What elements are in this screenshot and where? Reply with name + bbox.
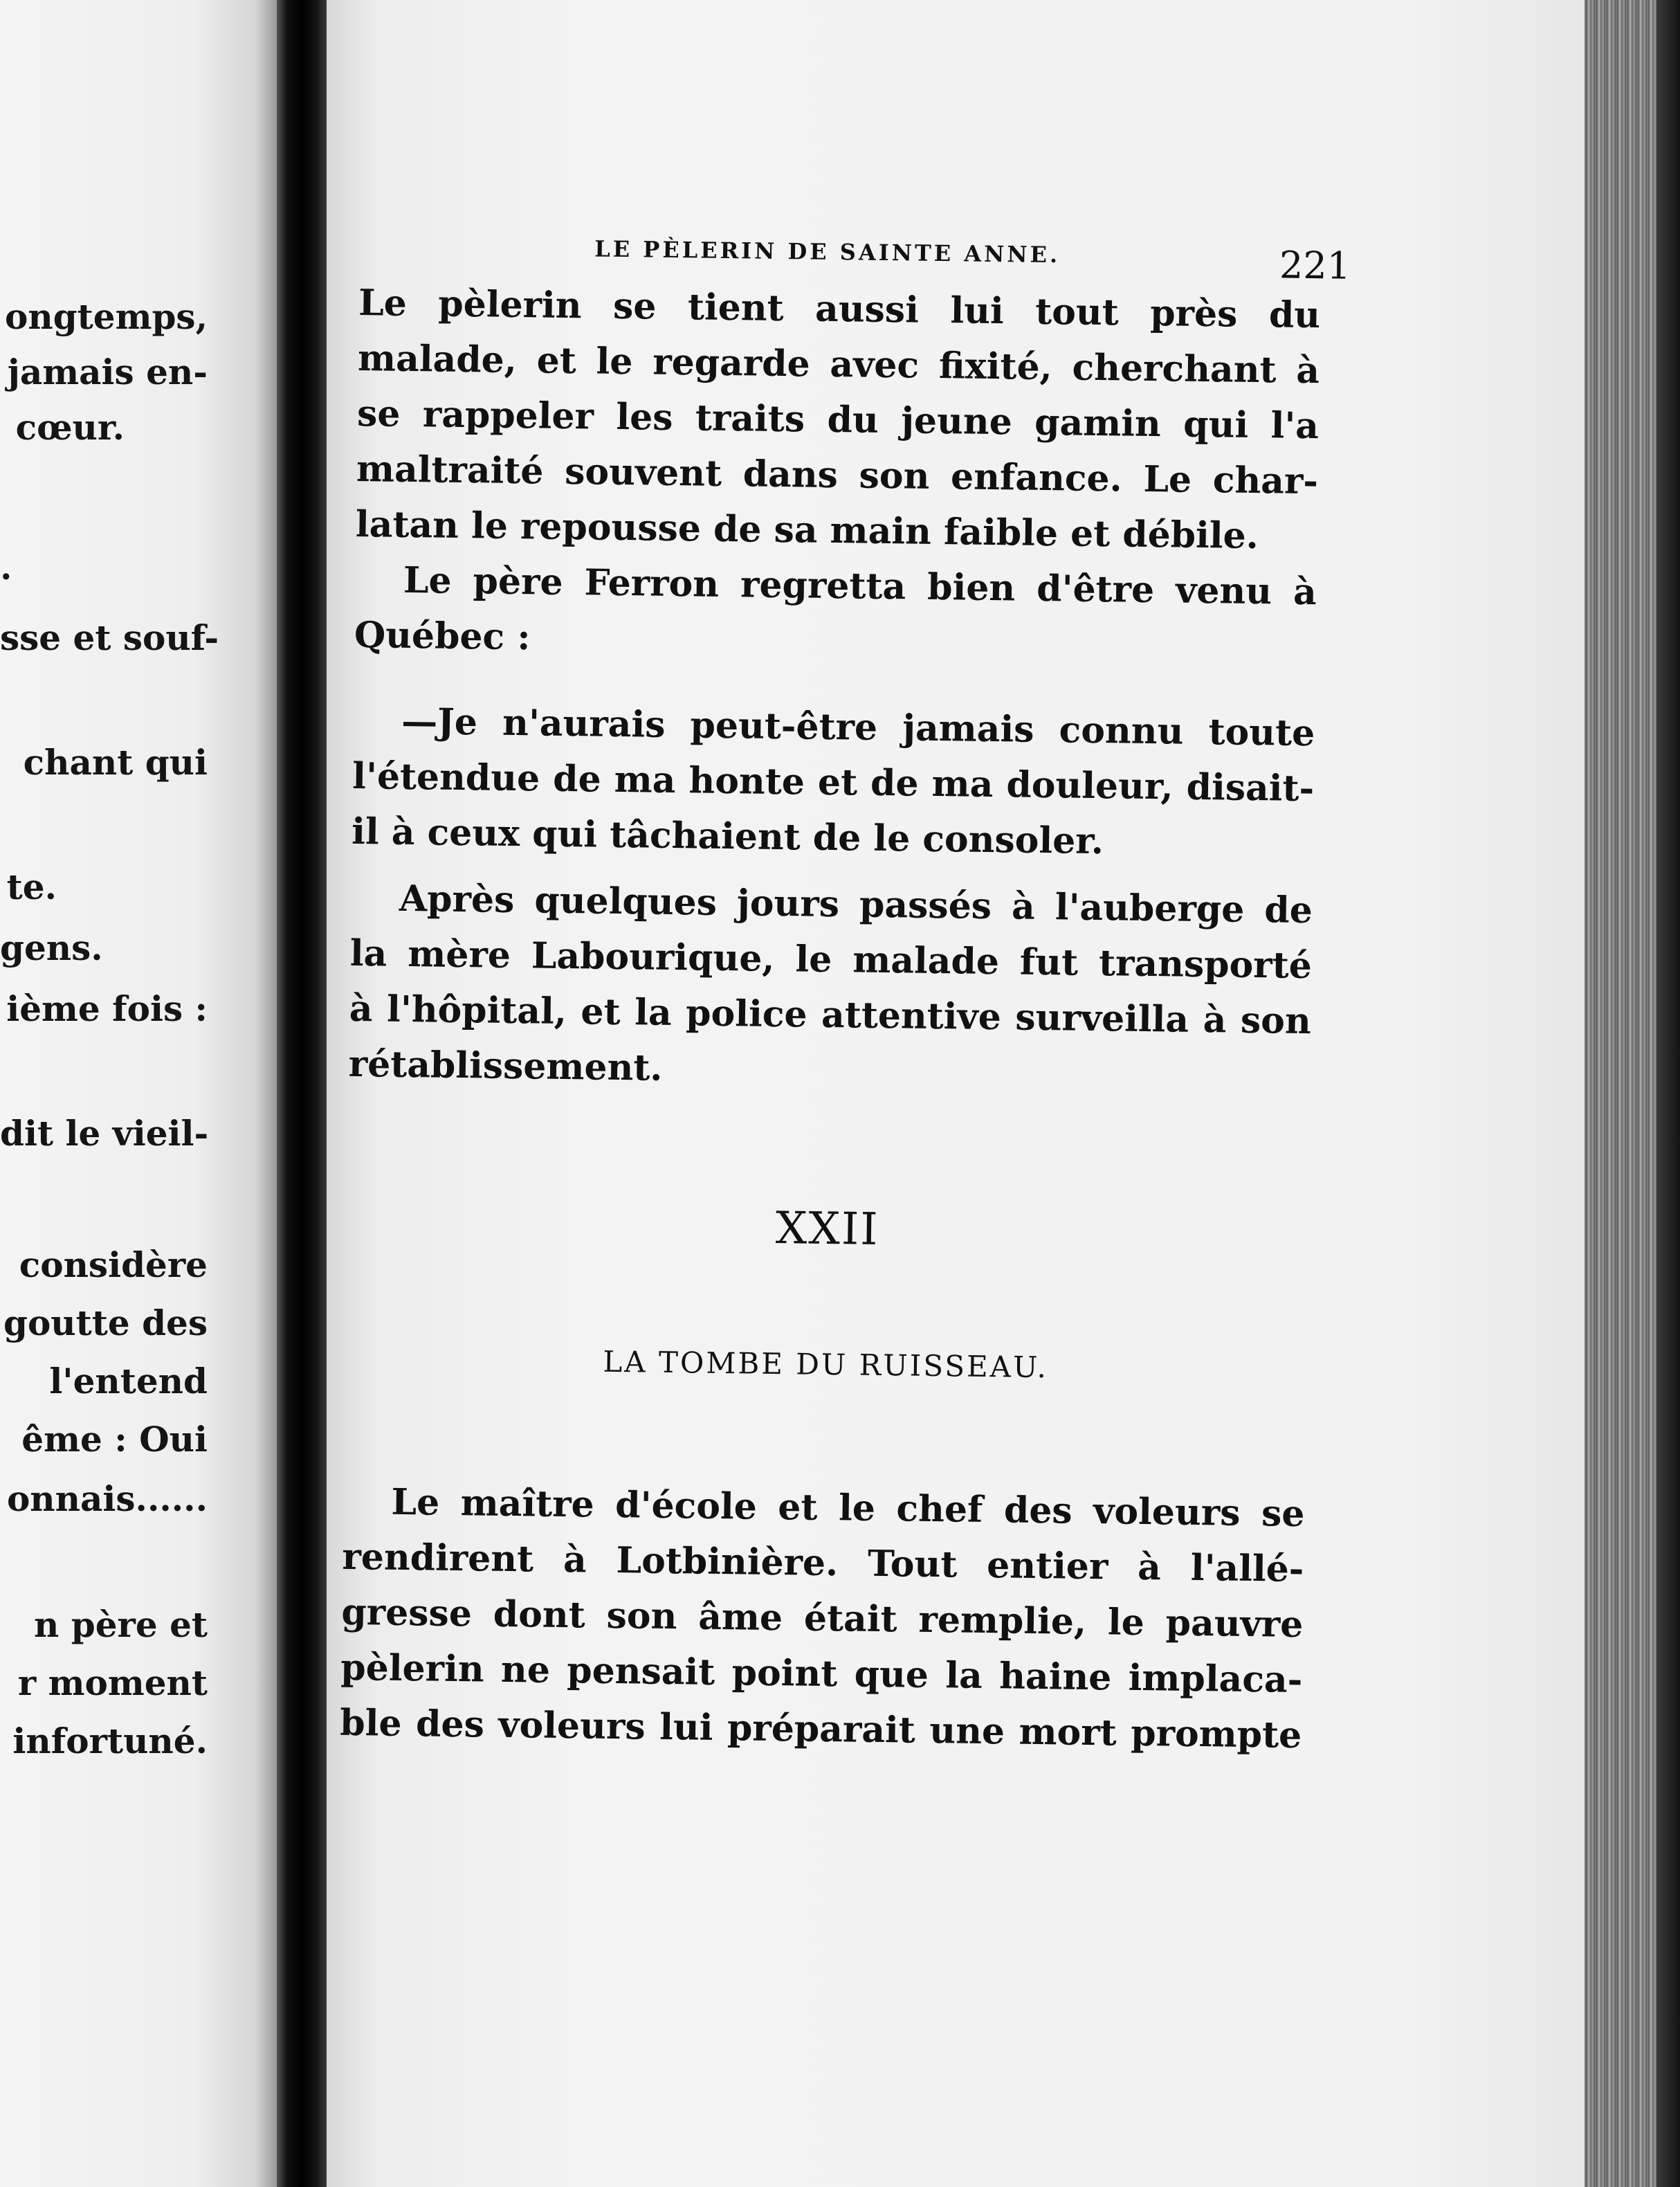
paragraph-3-line: —Je n'aurais peut-être jamais connu toute [401,700,1315,755]
chapter-number: XXII [775,1202,880,1255]
paragraph-4-line: Après quelques jours passés à l'auberge de [399,877,1313,932]
paragraph-1-line: latan le repousse de sa main faible et débile. [355,502,1259,558]
paragraph-1-line: se rappeler les traits du jeune gamin qui l'a [356,392,1320,448]
previous-page-line: r moment [17,1662,208,1703]
previous-page-line: infortuné. [12,1721,208,1761]
previous-page-line: n père et [33,1604,208,1645]
previous-page-line: goutte des [3,1303,208,1343]
previous-page-line: sse et souf- [0,617,219,658]
previous-page-line: l'entend [49,1361,208,1401]
previous-page-line: dit le vieil- [0,1113,209,1154]
paragraph-2-line: Le père Ferron regretta bien d'être venu à [403,559,1317,614]
page-number: 221 [1279,243,1351,288]
page-edges [1585,0,1680,2187]
book-gutter [277,0,327,2187]
previous-page-line: ongtemps, [5,296,208,337]
previous-page-line: ême : Oui [21,1419,208,1460]
paragraph-4-line: la mère Labourique, le malade fut transporté [349,932,1313,988]
previous-page-line: gens. [0,927,103,968]
paragraph-2-line: Québec : [354,613,531,659]
paragraph-5-line: rendirent à Lotbinière. Tout entier à l'allé- [342,1535,1304,1591]
paragraph-1-line: Le pèlerin se tient aussi lui tout près du [358,281,1321,337]
paragraph-3-line: l'étendue de ma honte et de ma douleur, disait- [351,754,1315,810]
previous-page-line: considère [19,1244,208,1285]
paragraph-3-line: il à ceux qui tâchaient de le consoler. [351,810,1104,863]
previous-page-line: jamais en- [7,352,208,392]
previous-page-line: ième fois : [6,988,208,1029]
paragraph-5-line: gresse dont son âme était remplie, le pauvre [341,1590,1304,1646]
paragraph-5-line: ble des voleurs lui préparait une mort prompte [339,1701,1302,1757]
running-head: LE PÈLERIN DE SAINTE ANNE. [594,235,1061,269]
paragraph-1-line: maltraité souvent dans son enfance. Le char- [356,447,1319,503]
previous-page-line: . [0,547,12,588]
paragraph-4-line: à l'hôpital, et la police attentive surveilla à son [349,987,1312,1043]
previous-page-line: cœur. [15,407,125,448]
chapter-title: LA TOMBE DU RUISSEAU. [603,1344,1049,1385]
paragraph-5-line: pèlerin ne pensait point que la haine implaca- [340,1646,1303,1702]
previous-page-line: onnais...... [6,1478,208,1519]
previous-page-line: te. [6,866,57,907]
paragraph-5-line: Le maître d'école et le chef des voleurs se [391,1480,1305,1536]
previous-page-line: chant qui [23,742,208,783]
paragraph-1-line: malade, et le regarde avec fixité, cherchant à [357,336,1320,392]
paragraph-4-line: rétablissement. [348,1042,663,1089]
previous-page [0,0,277,2187]
